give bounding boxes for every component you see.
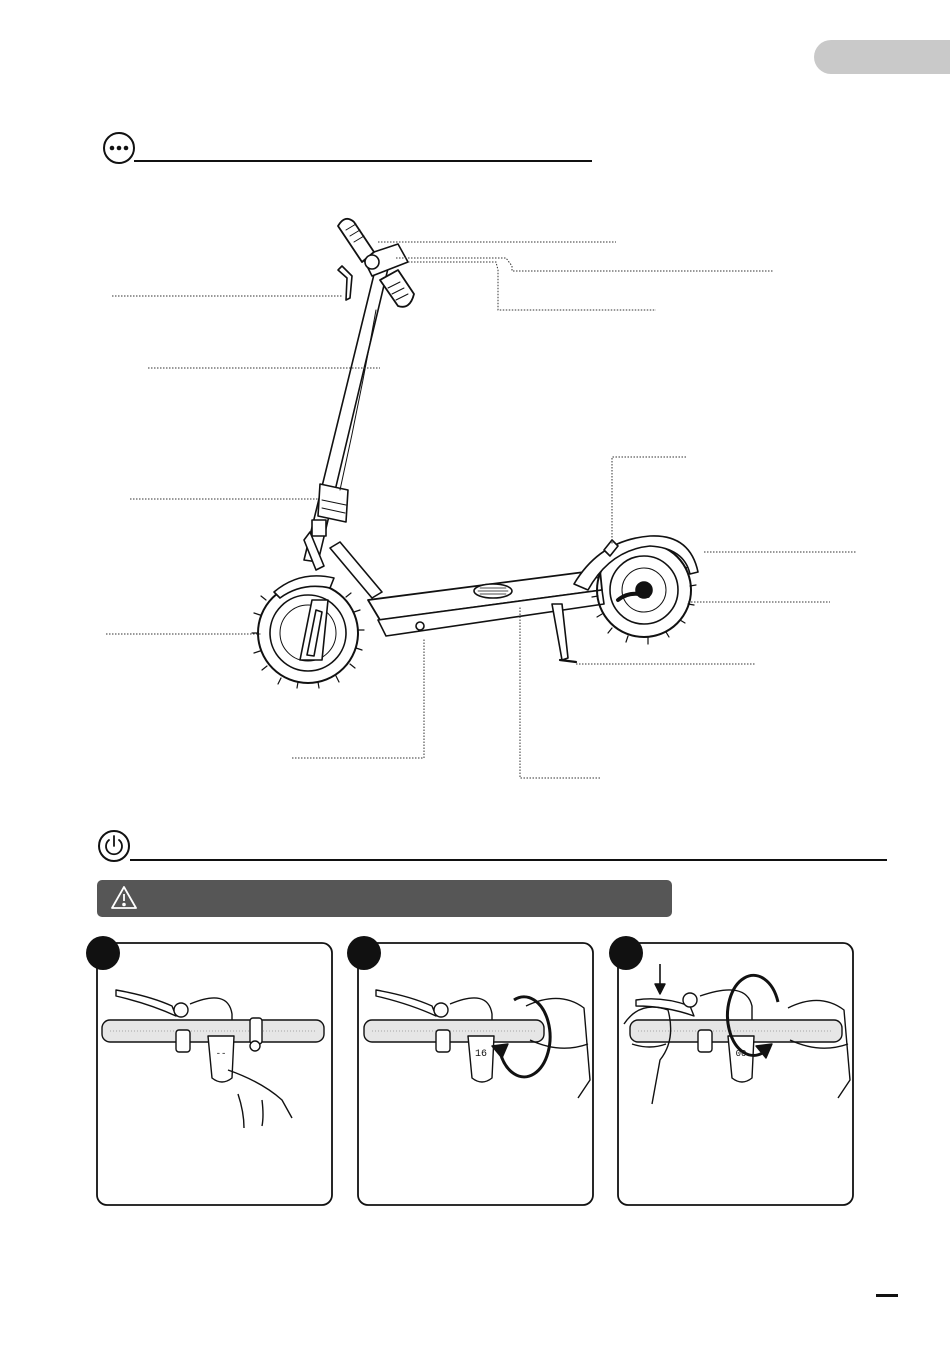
- leader-display: [396, 258, 774, 271]
- label-leaders: [106, 242, 856, 778]
- scooter-illustration: [252, 219, 698, 688]
- power-icon: [99, 831, 129, 861]
- leader-rear-brake: [612, 457, 686, 545]
- more-dots-icon: [104, 133, 134, 163]
- step-panel-1: [86, 936, 332, 1205]
- step2-display-value: 16: [474, 1049, 488, 1060]
- step1-display-value: --: [215, 1049, 227, 1059]
- step-badge-2: [347, 936, 381, 970]
- leader-throttle: [408, 262, 656, 310]
- step-panel-2: [347, 936, 593, 1205]
- step-badge-3: [609, 936, 643, 970]
- step3-display-value: 00: [735, 1049, 747, 1059]
- step-badge-1: [86, 936, 120, 970]
- warning-triangle-icon: [112, 887, 136, 908]
- step-panel-3: [609, 936, 853, 1205]
